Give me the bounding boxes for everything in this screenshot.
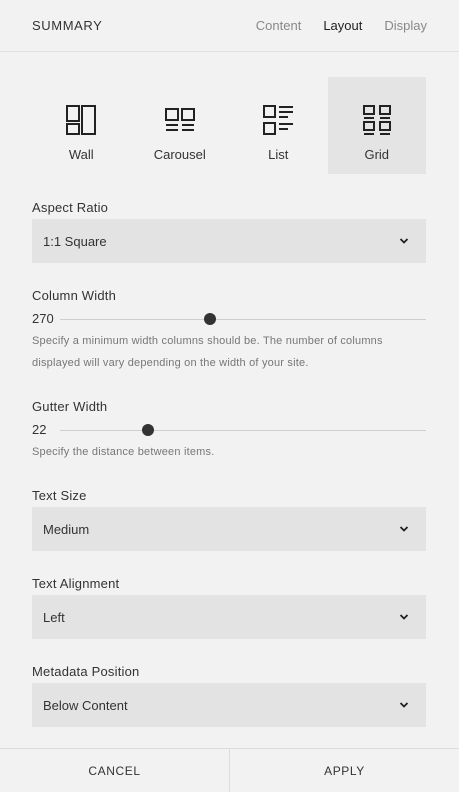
layout-label-carousel: Carousel — [153, 147, 206, 162]
layout-option-grid[interactable] — [328, 77, 427, 174]
slider-thumb[interactable] — [142, 424, 154, 436]
layout-label-grid: Grid — [364, 147, 390, 162]
column-width-help: Specify a minimum width columns should be. The number of columns displayed will vary depending on the width of your site. — [32, 335, 383, 369]
panel-title: SUMMARY — [32, 18, 103, 33]
tab-bar — [256, 18, 427, 33]
text-alignment-label: Text Alignment — [32, 576, 120, 591]
layout-option-carousel[interactable] — [131, 77, 230, 174]
chevron-down-icon — [398, 611, 410, 623]
slider-thumb[interactable] — [204, 313, 216, 325]
chevron-down-icon — [398, 523, 410, 535]
chevron-down-icon — [398, 235, 410, 247]
column-width-label: Column Width — [32, 288, 117, 303]
grid-layout-icon — [361, 104, 393, 136]
aspect-ratio-label: Aspect Ratio — [32, 200, 109, 215]
layout-label-list: List — [268, 147, 289, 162]
gutter-width-label: Gutter Width — [32, 399, 108, 414]
text-size-select[interactable] — [32, 507, 426, 551]
layout-picker — [32, 77, 426, 174]
gutter-width-help: Specify the distance between items. — [32, 446, 215, 458]
aspect-ratio-value: 1:1 Square — [43, 233, 107, 249]
layout-option-wall[interactable] — [32, 77, 131, 174]
text-size-value: Medium — [43, 521, 90, 537]
list-layout-icon — [262, 104, 294, 136]
slider-track[interactable] — [60, 430, 426, 431]
tab-display[interactable]: Display — [384, 18, 427, 33]
tab-content[interactable]: Content — [255, 18, 302, 33]
wall-layout-icon — [65, 104, 97, 136]
carousel-layout-icon — [164, 104, 196, 136]
chevron-down-icon — [398, 699, 410, 711]
column-width-slider[interactable] — [32, 309, 426, 329]
tab-layout[interactable]: Layout — [323, 18, 363, 33]
apply-button[interactable]: APPLY — [229, 749, 459, 792]
aspect-ratio-select[interactable] — [32, 219, 426, 263]
gutter-width-value: 22 — [32, 422, 47, 437]
panel-header — [0, 0, 459, 52]
metadata-position-value: Below Content — [43, 697, 128, 713]
text-alignment-select[interactable] — [32, 595, 426, 639]
metadata-position-select[interactable] — [32, 683, 426, 727]
cancel-button[interactable]: CANCEL — [88, 763, 141, 778]
text-size-label: Text Size — [32, 488, 87, 503]
text-alignment-value: Left — [43, 609, 65, 625]
gutter-width-slider[interactable] — [32, 420, 426, 440]
slider-track[interactable] — [60, 319, 426, 320]
layout-option-list[interactable] — [229, 77, 328, 174]
layout-label-wall: Wall — [68, 147, 94, 162]
metadata-position-label: Metadata Position — [32, 664, 140, 679]
panel-footer — [0, 748, 459, 792]
column-width-value: 270 — [32, 311, 54, 326]
